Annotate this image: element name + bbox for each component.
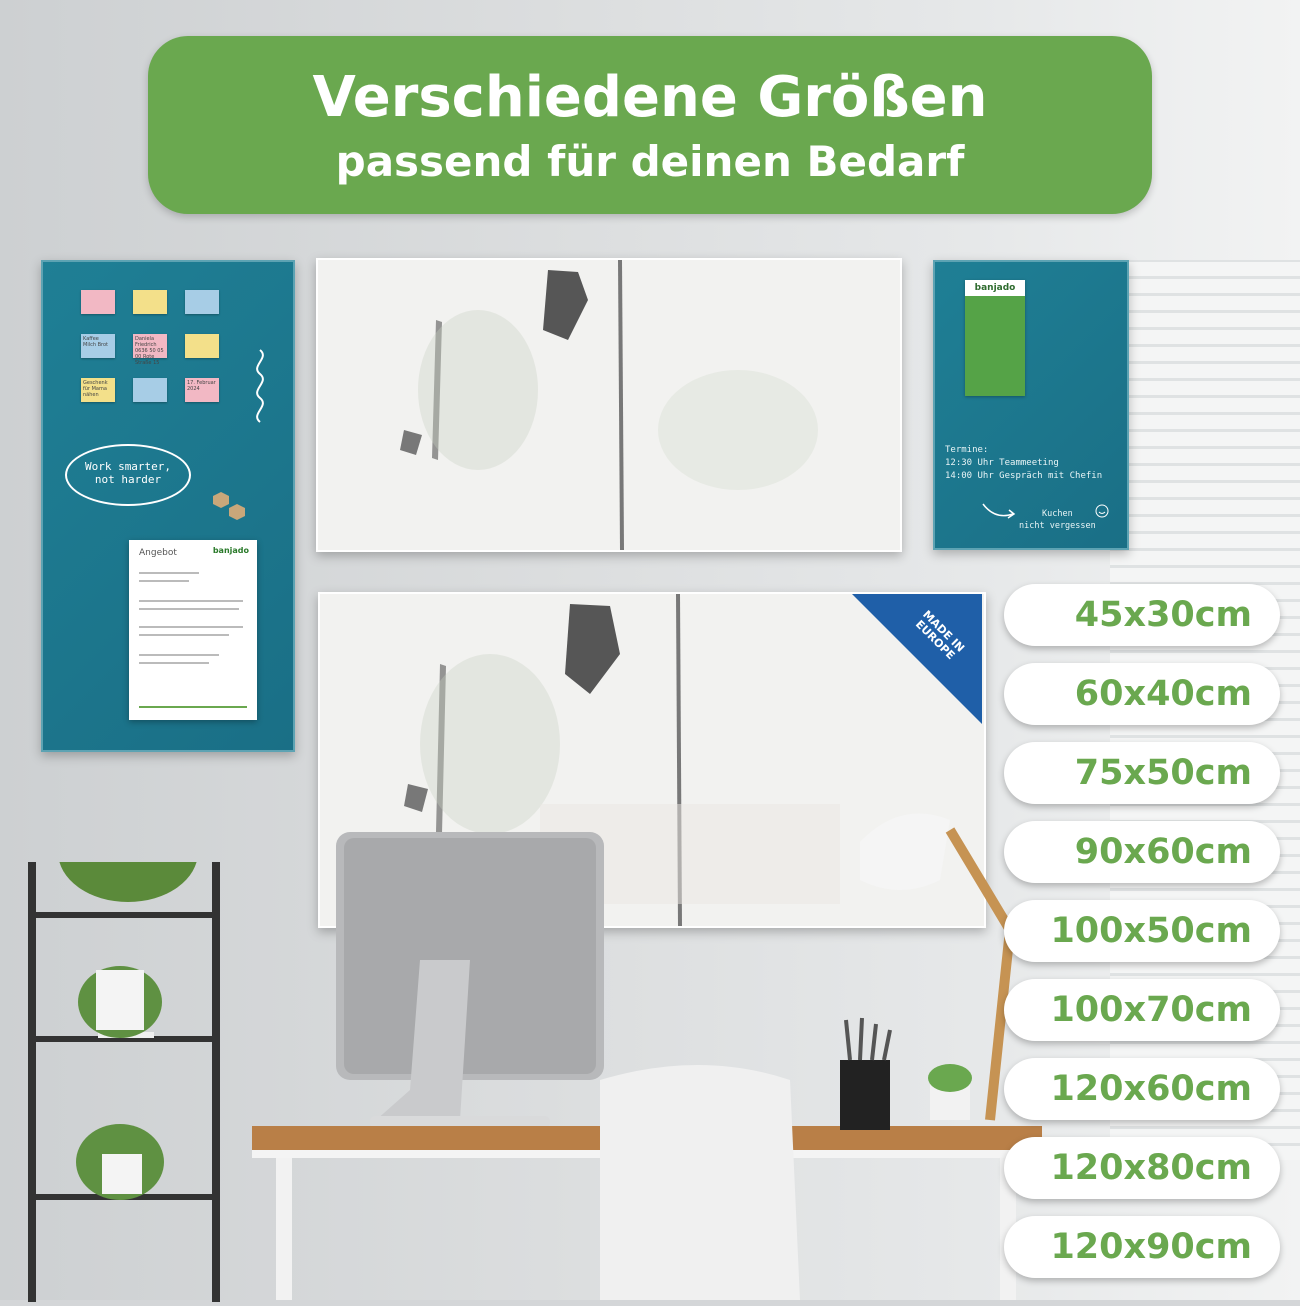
offer-document-brand: banjado <box>212 546 249 555</box>
doc-line <box>139 634 229 636</box>
badge-text: MADE IN EUROPE <box>912 607 968 663</box>
doc-line <box>139 608 239 610</box>
doc-line <box>139 600 243 602</box>
doc-line <box>139 626 243 628</box>
headline-subtitle: passend für deinen Bedarf <box>335 137 965 186</box>
speech-bubble <box>65 444 191 506</box>
sticky-note <box>133 378 167 402</box>
white-marble-board-top <box>316 258 902 552</box>
sticky-note <box>185 334 219 358</box>
size-option: 120x90cm <box>1004 1216 1280 1278</box>
arrow-icon <box>979 500 1019 524</box>
size-option: 75x50cm <box>1004 742 1280 804</box>
size-option: 120x60cm <box>1004 1058 1280 1120</box>
blue-glass-board-tall <box>41 260 295 752</box>
offer-document-title: Angebot <box>139 548 177 558</box>
headline-banner <box>148 36 1152 214</box>
size-option: 45x30cm <box>1004 584 1280 646</box>
size-option: 90x60cm <box>1004 821 1280 883</box>
flyer-brand: banjado <box>965 280 1025 296</box>
speech-bubble-text: Work smarter, not harder <box>84 460 172 486</box>
sticky-note: Daniela Friedrich 0636 50 05 00 Rote Straße 15 <box>133 334 167 358</box>
hexagon-magnets-icon <box>211 490 251 530</box>
size-option: 120x80cm <box>1004 1137 1280 1199</box>
doc-line <box>139 662 209 664</box>
doc-line <box>139 572 199 574</box>
banjado-flyer <box>965 280 1025 396</box>
blue-glass-board-small <box>933 260 1129 550</box>
made-in-europe-badge <box>852 594 982 724</box>
squiggle-icon <box>245 348 275 428</box>
sticky-note <box>185 290 219 314</box>
white-marble-board-large <box>318 592 986 928</box>
reminder-text: Kuchen nicht vergessen <box>1019 509 1096 531</box>
size-option: 100x70cm <box>1004 979 1280 1041</box>
shelf-illustration <box>28 862 228 1302</box>
doc-line <box>139 654 219 656</box>
headline-title: Verschiedene Größen <box>312 65 988 130</box>
shelf-with-plants <box>28 862 228 1302</box>
doc-line <box>139 580 189 582</box>
sticky-note <box>81 290 115 314</box>
sticky-note: Kaffee Milch Brot <box>81 334 115 358</box>
offer-document <box>129 540 257 720</box>
doc-footer-line <box>139 706 247 708</box>
size-option: 60x40cm <box>1004 663 1280 725</box>
smiley-icon <box>1095 504 1109 518</box>
sticky-note <box>133 290 167 314</box>
appointments-text: Termine: 12:30 Uhr Teammeeting 14:00 Uhr Gespräch mit Chefin <box>945 445 1103 481</box>
sticky-note: 17. Februar 2024 <box>185 378 219 402</box>
marble-texture <box>318 260 900 550</box>
size-option: 100x50cm <box>1004 900 1280 962</box>
sticky-note: Geschenk für Mama nähen <box>81 378 115 402</box>
